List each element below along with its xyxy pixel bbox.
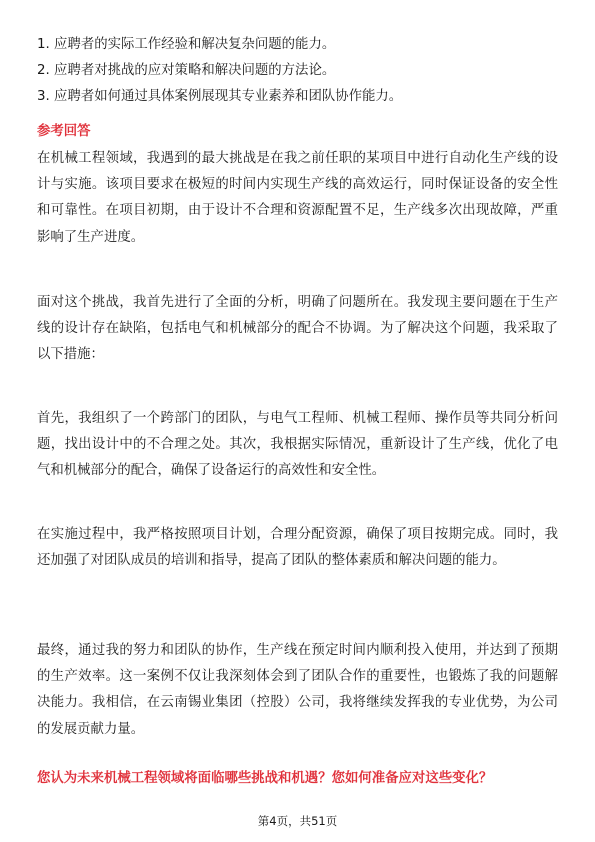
criteria-item-1: 1. 应聘者的实际工作经验和解决复杂问题的能力。 [37, 37, 336, 52]
criteria-item-2: 2. 应聘者对挑战的应对策略和解决问题的方法论。 [37, 63, 336, 78]
criteria-item-3: 3. 应聘者如何通过具体案例展现其专业素养和团队协作能力。 [37, 89, 403, 104]
answer-paragraph-2: 面对这个挑战，我首先进行了全面的分析，明确了问题所在。我发现主要问题在于生产线的设计存在缺陷，包括电气和机械部分的配合不协调。为了解决这个问题，我采取了以下措施： [37, 295, 558, 363]
next-interview-question: 您认为未来机械工程领域将面临哪些挑战和机遇？您如何准备应对这些变化？ [37, 771, 493, 786]
answer-paragraph-1: 在机械工程领域，我遇到的最大挑战是在我之前任职的某项目中进行自动化生产线的设计与实施。该项目要求在极短的时间内实现生产线的高效运行，同时保证设备的安全性和可靠性。在项目初期，由于设计不合理和资源配置不足，生产线多次出现故障，严重影响了生产进度。 [37, 151, 558, 245]
evaluation-criteria-list [37, 32, 557, 110]
answer-paragraph-3: 首先，我组织了一个跨部门的团队，与电气工程师、机械工程师、操作员等共同分析问题，找出设计中的不合理之处。其次，我根据实际情况，重新设计了生产线，优化了电气和机械部分的配合，确保了设备运行的高效性和安全性。 [37, 411, 558, 479]
reference-answer-heading: 参考回答 [37, 124, 91, 139]
page-number-footer: 第4页，共51页 [257, 814, 338, 828]
answer-paragraph-5: 最终，通过我的努力和团队的协作，生产线在预定时间内顺利投入使用，并达到了预期的生产效率。这一案例不仅让我深刻体会到了团队合作的重要性，也锻炼了我的问题解决能力。我相信，在云南锡业集团（控股）公司，我将继续发挥我的专业优势，为公司的发展贡献力量。 [37, 643, 558, 737]
answer-paragraph-4: 在实施过程中，我严格按照项目计划，合理分配资源，确保了项目按期完成。同时，我还加强了对团队成员的培训和指导，提高了团队的整体素质和解决问题的能力。 [37, 527, 558, 569]
